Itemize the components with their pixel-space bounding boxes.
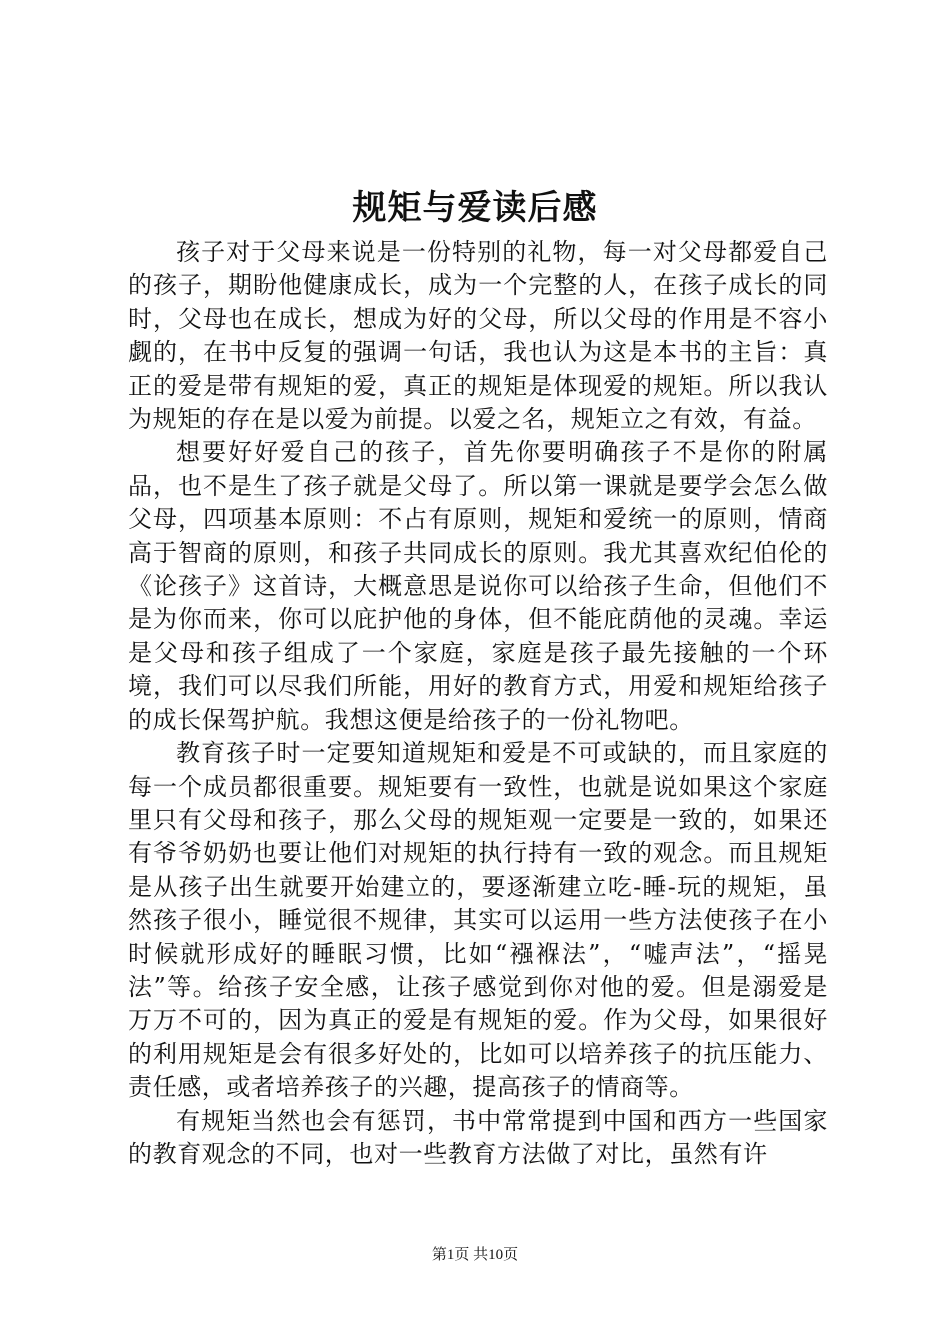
paragraph: 教育孩子时一定要知道规矩和爱是不可或缺的，而且家庭的每一个成员都很重要。规矩要有一致性，也就是说如果这个家庭里只有父母和孩子，那么父母的规矩观一定要是一致的，如果还有爷爷奶奶也要让他们对规矩的执行持有一致的观念。而且规矩是从孩子出生就要开始建立的，要逐渐建立吃-睡-玩的规矩，虽然孩子很小，睡觉很不规律，其实可以运用一些方法使孩子在小时候就形成好的睡眠习惯，比如“襁褓法”，“嘘声法”，“摇晃法”等。给孩子安全感，让孩子感觉到你对他的爱。但是溺爱是万万不可的，因为真正的爱是有规矩的爱。作为父母，如果很好的利用规矩是会有很多好处的，比如可以培养孩子的抗压能力、责任感，或者培养孩子的兴趣，提高孩子的情商等。	[128, 739, 828, 1102]
page-number: 第1页 共10页	[431, 1247, 519, 1263]
paragraph: 孩子对于父母来说是一份特别的礼物，每一对父母都爱自己的孩子，期盼他健康成长，成为一个完整的人，在孩子成长的同时，父母也在成长，想成为好的父母，所以父母的作用是不容小觑的，在书中反复的强调一句话，我也认为这是本书的主旨：真正的爱是带有规矩的爱，真正的规矩是体现爱的规矩。所以我认为规矩的存在是以爱为前提。以爱之名，规矩立之有效，有益。	[128, 238, 828, 434]
paragraph: 想要好好爱自己的孩子，首先你要明确孩子不是你的附属品，也不是生了孩子就是父母了。所以第一课就是要学会怎么做父母，四项基本原则：不占有原则，规矩和爱统一的原则，情商高于智商的原则，和孩子共同成长的原则。我尤其喜欢纪伯伦的《论孩子》这首诗，大概意思是说你可以给孩子生命，但他们不是为你而来，你可以庇护他的身体，但不能庇荫他的灵魂。幸运是父母和孩子组成了一个家庭，家庭是孩子最先接触的一个环境，我们可以尽我们所能，用好的教育方式，用爱和规矩给孩子的成长保驾护航。我想这便是给孩子的一份礼物吧。	[128, 438, 828, 734]
page-title: 规矩与爱读后感	[352, 188, 598, 228]
paragraph: 有规矩当然也会有惩罚，书中常常提到中国和西方一些国家的教育观念的不同，也对一些教育方法做了对比，虽然有许	[128, 1106, 828, 1168]
document-body	[128, 236, 828, 1171]
